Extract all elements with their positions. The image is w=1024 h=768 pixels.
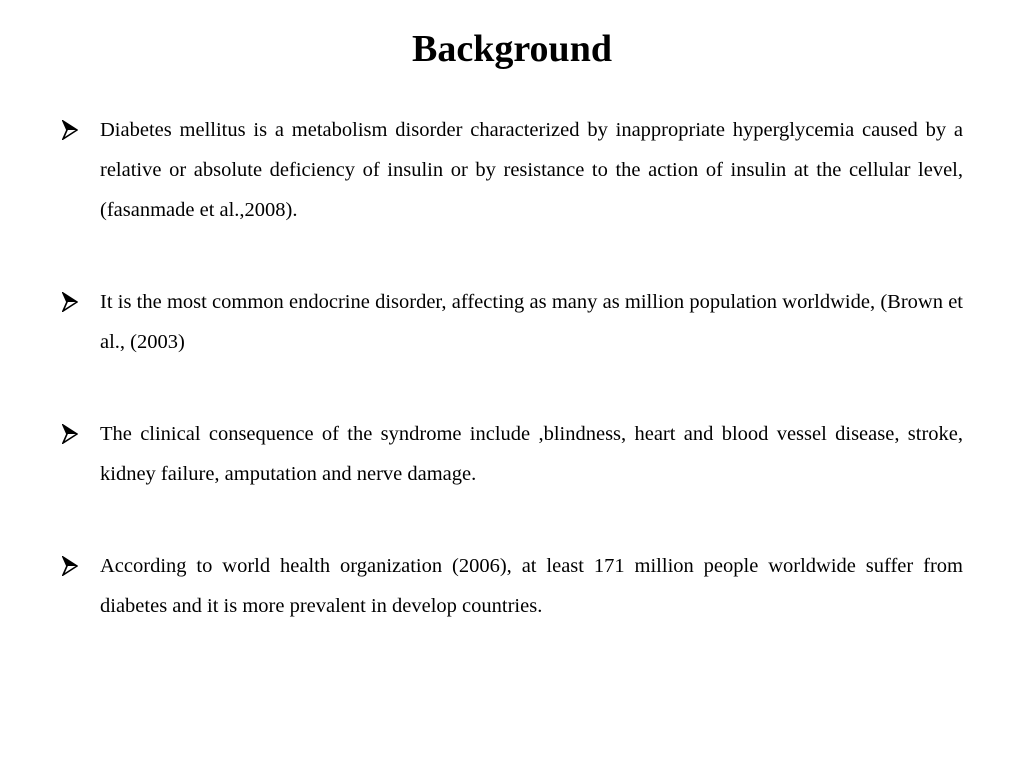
list-item — [62, 110, 963, 230]
arrow-bullet-icon — [62, 424, 78, 444]
bullet-text: The clinical consequence of the syndrome include ,blindness, heart and blood vessel disease, stroke, kidney failure, amputation and nerve damage. — [100, 423, 963, 485]
list-item — [62, 282, 963, 362]
arrow-bullet-icon — [62, 120, 78, 140]
arrow-bullet-icon — [62, 292, 78, 312]
bullet-text: According to world health organization (2006), at least 171 million people worldwide suffer from diabetes and it is more prevalent in develop countries. — [100, 555, 963, 617]
list-item — [62, 546, 963, 626]
bullet-list — [62, 110, 963, 678]
page-title: Background — [412, 28, 612, 70]
bullet-text: Diabetes mellitus is a metabolism disorder characterized by inappropriate hyperglycemia caused by a relative or absolute deficiency of insulin or by resistance to the action of insulin at the cellular level,(fasanmade et al.,2008). — [100, 119, 963, 221]
arrow-bullet-icon — [62, 556, 78, 576]
list-item — [62, 414, 963, 494]
bullet-text: It is the most common endocrine disorder, affecting as many as million population worldwide, (Brown et al., (2003) — [100, 291, 963, 353]
